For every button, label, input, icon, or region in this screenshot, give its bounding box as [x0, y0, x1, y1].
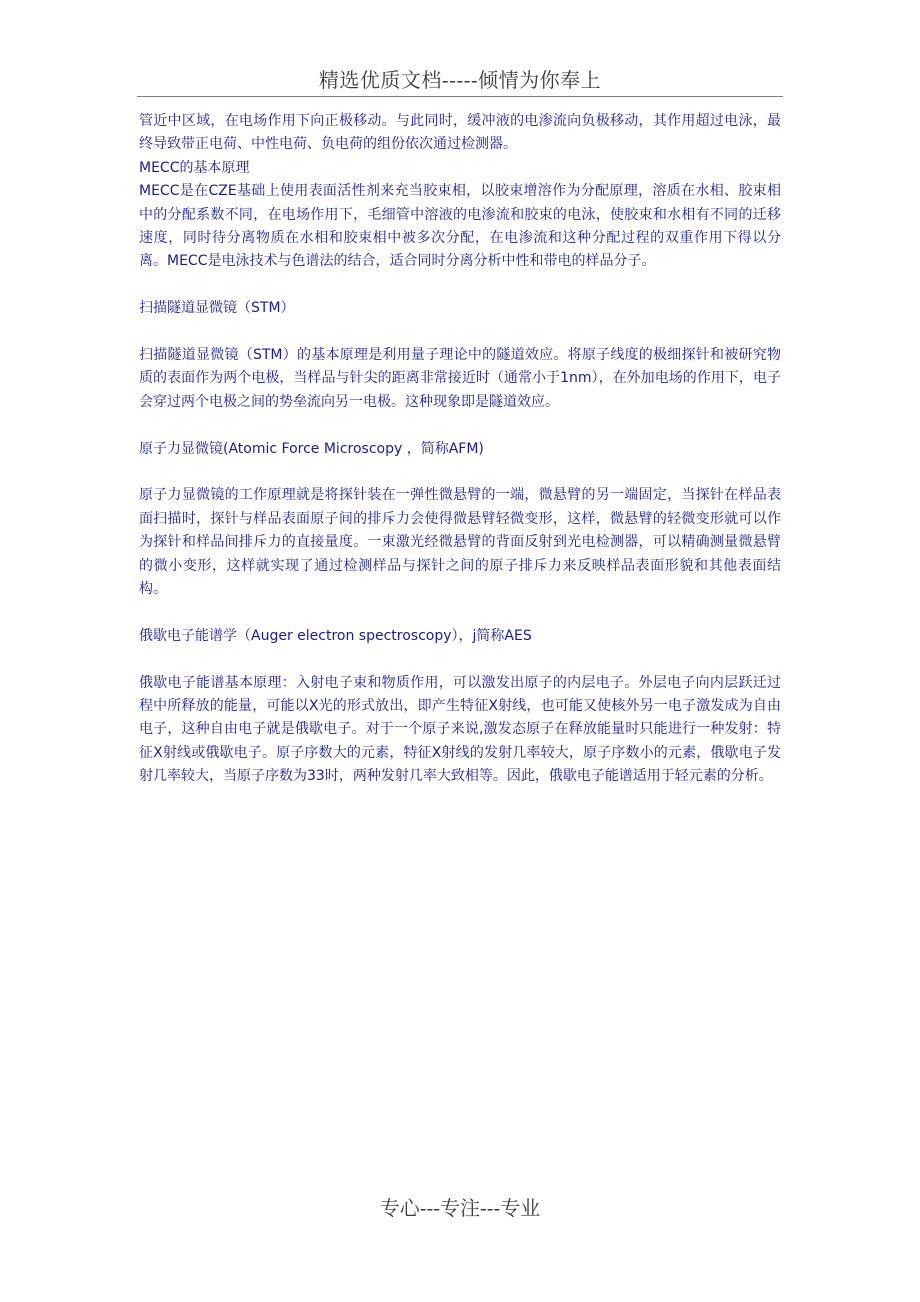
- paragraph-stm: 扫描隧道显微镜（STM）的基本原理是利用量子理论中的隧道效应。将原子线度的极细探针和被研究物质的表面作为两个电极，当样品与针尖的距离非常接近时（通常小于1nm），在外加电场的作用下，电子会穿过两个电极之间的势垒流向另一电极。这种现象即是隧道效应。: [139, 347, 781, 410]
- section-heading-afm: 原子力显微镜(Atomic Force Microscopy ，简称AFM): [139, 440, 484, 457]
- spacer: [139, 461, 781, 484]
- paragraph-aes: 俄歇电子能谱基本原理：入射电子束和物质作用，可以激发出原子的内层电子。外层电子向内层跃迁过程中所释放的能量，可能以X光的形式放出，即产生特征X射线，也可能又使核外另一电子激发成为自由电子，这种自由电子就是俄歇电子。对于一个原子来说,激发态原子在释放能量时只能进行一种发射：特征X射线或俄歇电子。原子序数大的元素，特征X射线的发射几率较大，原子序数小的元素，俄歇电子发射几率较大，当原子序数为33时，两种发射几率大致相等。因此，俄歇电子能谱适用于轻元素的分析。: [139, 674, 781, 785]
- paragraph-cze-continued: 管近中区域，在电场作用下向正极移动。与此同时，缓冲液的电渗流向负极移动，其作用超过电泳，最终导致带正电荷、中性电荷、负电荷的组份依次通过检测器。: [139, 113, 781, 153]
- spacer: [139, 414, 781, 437]
- header-title: 精选优质文档-----倾情为你奉上: [318, 68, 602, 92]
- section-heading-mecc: MECC的基本原理: [139, 159, 250, 176]
- section-heading-stm: 扫描隧道显微镜（STM）: [139, 300, 295, 317]
- footer-text: 专心---专注---专业: [379, 1196, 541, 1220]
- section-heading-aes: 俄歇电子能谱学（Auger electron spectroscopy），j简称AES: [139, 627, 532, 644]
- page-footer: [0, 1192, 920, 1224]
- spacer: [139, 601, 781, 624]
- paragraph-mecc: MECC是在CZE基础上使用表面活性剂来充当胶束相，以胶束增溶作为分配原理，溶质在水相、胶束相中的分配系数不同，在电场作用下，毛细管中溶液的电渗流和胶束的电泳，使胶束和水相有不同的迁移速度，同时待分离物质在水相和胶束相中被多次分配，在电渗流和这种分配过程的双重作用下得以分离。MECC是电泳技术与色谱法的结合，适合同时分离分析中性和带电的样品分子。: [139, 183, 781, 270]
- spacer: [139, 274, 781, 297]
- page-header: [137, 64, 783, 97]
- spacer: [139, 321, 781, 344]
- document-body: [139, 110, 781, 789]
- spacer: [139, 648, 781, 671]
- paragraph-afm: 原子力显微镜的工作原理就是将探针装在一弹性微悬臂的一端，微悬臂的另一端固定，当探针在样品表面扫描时，探针与样品表面原子间的排斥力会使得微悬臂轻微变形，这样，微悬臂的轻微变形就可以作为探针和样品间排斥力的直接量度。一束激光经微悬臂的背面反射到光电检测器，可以精确测量微悬臂的微小变形，这样就实现了通过检测样品与探针之间的原子排斥力来反映样品表面形貌和其他表面结构。: [139, 487, 781, 598]
